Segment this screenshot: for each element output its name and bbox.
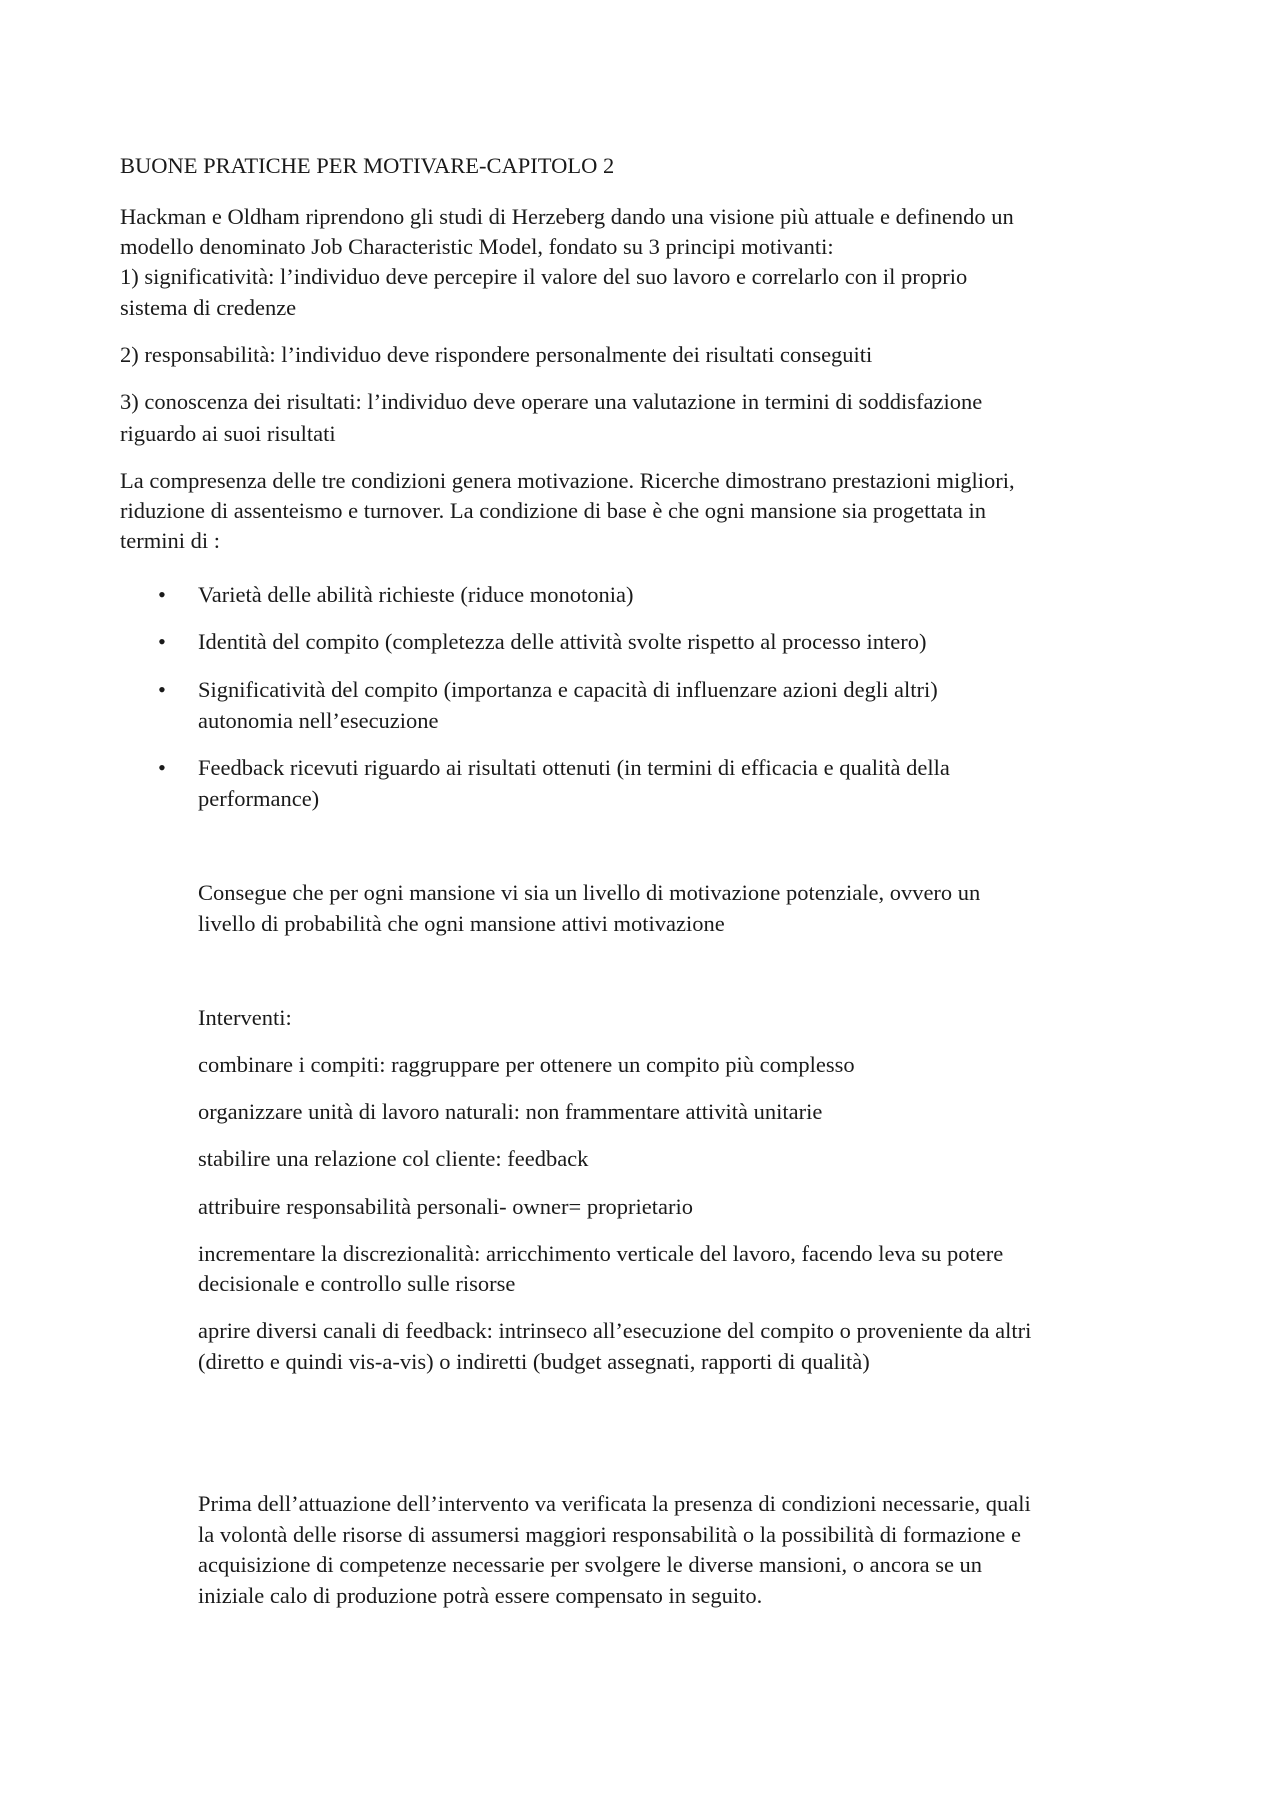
conclusion-line: iniziale calo di produzione potrà essere compensato in seguito.	[198, 1583, 763, 1608]
consequence-line: livello di probabilità che ogni mansione attivi motivazione	[198, 911, 725, 936]
conclusion-line: Prima dell’attuazione dell’intervento va verificata la presenza di condizioni necessarie, quali	[198, 1491, 1031, 1516]
principle-2: 2) responsabilità: l’individuo deve rispondere personalmente dei risultati conseguiti	[120, 342, 873, 367]
intro-line: modello denominato Job Characteristic Model, fondato su 3 principi motivanti:	[120, 234, 834, 259]
bullet-marker: •	[158, 677, 166, 702]
interventions-heading: Interventi:	[198, 1005, 292, 1030]
intervention-item: organizzare unità di lavoro naturali: non frammentare attività unitarie	[198, 1099, 823, 1124]
intervention-item-continuation: decisionale e controllo sulle risorse	[198, 1271, 516, 1296]
comprehension-line: riduzione di assenteismo e turnover. La condizione di base è che ogni mansione sia progettata in	[120, 498, 986, 523]
comprehension-line: termini di :	[120, 528, 220, 553]
bullet-item: Significatività del compito (importanza e capacità di influenzare azioni degli altri)	[198, 677, 938, 702]
bullet-marker: •	[158, 755, 166, 780]
conclusion-line: la volontà delle risorse di assumersi maggiori responsabilità o la possibilità di formazione e	[198, 1522, 1021, 1547]
conclusion-line: acquisizione di competenze necessarie per svolgere le diverse mansioni, o ancora se un	[198, 1552, 983, 1577]
bullet-marker: •	[158, 629, 166, 654]
intervention-item: incrementare la discrezionalità: arricchimento verticale del lavoro, facendo leva su potere	[198, 1241, 1004, 1266]
intervention-item: attribuire responsabilità personali- owner= proprietario	[198, 1194, 694, 1219]
intervention-item: aprire diversi canali di feedback: intrinseco all’esecuzione del compito o proveniente da altri	[198, 1318, 1032, 1343]
intro-line: 1) significatività: l’individuo deve percepire il valore del suo lavoro e correlarlo con il proprio	[120, 264, 968, 289]
bullet-item-continuation: performance)	[198, 786, 320, 811]
bullet-item-continuation: autonomia nell’esecuzione	[198, 708, 439, 733]
intervention-item: combinare i compiti: raggruppare per ottenere un compito più complesso	[198, 1052, 855, 1077]
bullet-item: Feedback ricevuti riguardo ai risultati ottenuti (in termini di efficacia e qualità della	[198, 755, 950, 780]
document-title: BUONE PRATICHE PER MOTIVARE-CAPITOLO 2	[120, 153, 615, 178]
comprehension-line: La compresenza delle tre condizioni genera motivazione. Ricerche dimostrano prestazioni migliori,	[120, 468, 1015, 493]
consequence-line: Consegue che per ogni mansione vi sia un livello di motivazione potenziale, ovvero un	[198, 880, 981, 905]
principle-3-line: riguardo ai suoi risultati	[120, 421, 336, 446]
bullet-item: Varietà delle abilità richieste (riduce monotonia)	[198, 582, 634, 607]
intervention-item-continuation: (diretto e quindi vis-a-vis) o indiretti (budget assegnati, rapporti di qualità)	[198, 1349, 870, 1374]
bullet-item: Identità del compito (completezza delle attività svolte rispetto al processo intero)	[198, 629, 927, 654]
bullet-marker: •	[158, 582, 166, 607]
intro-line: Hackman e Oldham riprendono gli studi di Herzeberg dando una visione più attuale e definendo un	[120, 204, 1014, 229]
principle-3-line: 3) conoscenza dei risultati: l’individuo deve operare una valutazione in termini di soddisfazione	[120, 389, 983, 414]
intro-line: sistema di credenze	[120, 295, 297, 320]
intervention-item: stabilire una relazione col cliente: feedback	[198, 1146, 589, 1171]
